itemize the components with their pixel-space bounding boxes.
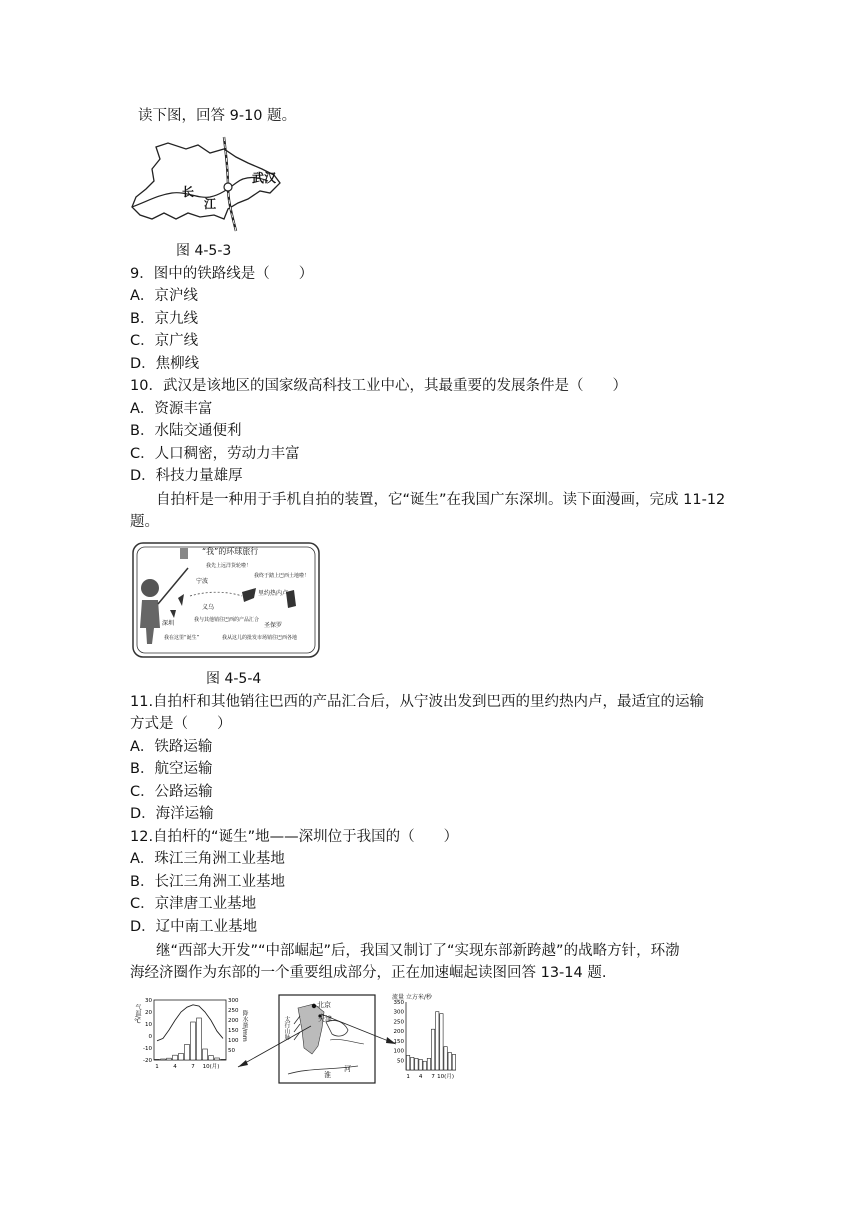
q9-option-c: C．京广线	[130, 333, 199, 349]
climate-right-tick: 100	[228, 1038, 239, 1044]
flow-bar	[406, 1055, 409, 1070]
flow-bar	[411, 1057, 414, 1070]
flow-y-tick: 150	[393, 1038, 404, 1045]
q11-stem-line1: 11.自拍杆和其他销往巴西的产品汇合后，从宁波出发到巴西的里约热内卢，最适宜的运输	[130, 694, 705, 710]
q11-option-d: D．海洋运输	[130, 806, 214, 822]
flow-y-tick: 250	[393, 1019, 404, 1026]
climate-ylabel-left: 气温/℃	[134, 1004, 141, 1026]
q10-stem: 10．武汉是该地区的国家级高科技工业中心，其最重要的发展条件是（ ）	[130, 378, 627, 394]
comic-note-3: 我从这儿的批发市场销往巴西各地	[222, 635, 298, 641]
climate-left-tick: -20	[143, 1058, 152, 1064]
q12-stem: 12.自拍杆的“诞生”地——深圳位于我国的（ ）	[130, 829, 459, 845]
flow-bar	[448, 1053, 451, 1070]
comic-shenzhen: 深圳	[162, 620, 175, 627]
flow-x-tick: 7	[431, 1074, 435, 1080]
comic-ningbo: 宁波	[196, 578, 209, 585]
comic-bubble-2: 我终于踏上巴西土地啦！	[254, 573, 310, 579]
flow-bar	[440, 1014, 443, 1070]
flow-y-tick: 350	[393, 1000, 404, 1006]
flow-bar	[419, 1059, 422, 1070]
flow-bar	[436, 1012, 439, 1070]
intro-q13-line2: 海经济圈作为东部的一个重要组成部分，正在加速崛起读图回答 13-14 题.	[130, 965, 607, 981]
climate-right-tick: 250	[228, 1008, 239, 1014]
q11-option-b: B．航空运输	[130, 761, 213, 777]
precip-bar	[155, 1059, 160, 1060]
flow-bar	[415, 1058, 418, 1070]
q12-option-c: C．京津唐工业基地	[130, 896, 257, 912]
precip-bar	[191, 1022, 196, 1060]
flow-chart	[386, 990, 464, 1082]
flow-bar	[444, 1047, 447, 1070]
q11-option-a: A．铁路运输	[130, 739, 213, 755]
map-taihang: 太行山脉	[283, 1016, 290, 1040]
map-label-wuhan: 武汉	[252, 171, 277, 185]
precip-bar	[161, 1059, 166, 1060]
q12-option-a: A．珠江三角洲工业基地	[130, 851, 285, 867]
intro-q11-line2: 题。	[130, 514, 159, 530]
map-beijing: 北京	[317, 1001, 331, 1009]
flow-y-tick: 100	[393, 1048, 404, 1055]
comic-rio: 里约热内卢	[258, 590, 289, 597]
intro-q13-line1: 继“西部大开发”“中部崛起”后，我国又制订了“实现东部新跨越”的战略方针，环渤	[156, 943, 680, 959]
flow-bar	[431, 1029, 434, 1070]
q12-option-d: D．辽中南工业基地	[130, 919, 258, 935]
climate-right-tick: 200	[228, 1018, 239, 1024]
figure-caption-4-5-3: 图 4-5-3	[176, 243, 232, 259]
climate-x-tick: 4	[173, 1064, 177, 1070]
flow-bar	[423, 1061, 426, 1070]
precip-bar	[203, 1049, 208, 1060]
precip-bar	[179, 1053, 184, 1060]
map-huai: 淮	[324, 1071, 331, 1079]
comic-saopaulo: 圣保罗	[264, 622, 283, 629]
q9-option-d: D．焦柳线	[130, 356, 200, 372]
q12-option-b: B．长江三角洲工业基地	[130, 874, 285, 890]
map-tianjin: 天津	[318, 1015, 332, 1023]
precip-bar	[173, 1055, 178, 1060]
flow-y-tick: 200	[393, 1029, 404, 1036]
flow-x-tick: 1	[406, 1074, 410, 1080]
climate-right-tick: 150	[228, 1028, 239, 1034]
comic-note-2: 我在这里“诞生”	[164, 635, 200, 641]
climate-x-tick: 7	[191, 1064, 195, 1070]
map-label-jiang: 江	[204, 197, 217, 211]
flow-y-tick: 50	[397, 1058, 404, 1065]
q11-stem-line2: 方式是（ ）	[130, 716, 232, 732]
climate-frame	[154, 1000, 226, 1060]
map-label-chang: 长	[182, 185, 195, 199]
flow-bar	[452, 1054, 455, 1070]
flow-x-tick: 10(月)	[437, 1074, 454, 1080]
precip-bar	[215, 1058, 220, 1060]
climate-left-tick: 30	[145, 998, 152, 1004]
q10-option-d: D．科技力量雄厚	[130, 468, 243, 484]
selfie-stick-comic	[130, 540, 322, 660]
q9-option-a: A．京沪线	[130, 288, 198, 304]
q9-stem: 9．图中的铁路线是（ ）	[130, 266, 314, 282]
flow-y-tick: 300	[393, 1009, 404, 1016]
comic-bubble-1: 我先上远洋货轮啦！	[206, 563, 252, 569]
comic-title: “我”的环球旅行	[202, 547, 259, 556]
precip-bar	[209, 1056, 214, 1060]
map-he: 河	[344, 1065, 351, 1073]
climate-left-tick: 0	[148, 1034, 152, 1040]
climate-left-tick: 20	[145, 1010, 152, 1016]
flow-ylabel: 流量 立方米/秒	[392, 994, 432, 1001]
climate-ylabel-right: 降水量/mm	[241, 1010, 248, 1042]
temperature-line	[157, 1005, 223, 1041]
precip-bar	[221, 1059, 226, 1060]
climate-left-tick: 10	[145, 1022, 152, 1028]
comic-yiwu: 义乌	[202, 604, 215, 611]
precip-bar	[167, 1058, 172, 1060]
flow-bar	[427, 1058, 430, 1070]
q10-option-b: B．水陆交通便利	[130, 423, 242, 439]
climate-x-tick: 1	[155, 1064, 159, 1070]
precip-bar	[185, 1044, 190, 1060]
precip-bar	[197, 1018, 202, 1060]
q11-option-c: C．公路运输	[130, 784, 213, 800]
flow-x-tick: 4	[418, 1074, 423, 1080]
climate-right-tick: 300	[228, 998, 239, 1004]
q10-option-a: A．资源丰富	[130, 401, 213, 417]
intro-q9: 读下图，回答 9-10 题。	[138, 108, 297, 124]
climate-right-tick: 50	[228, 1048, 235, 1054]
q9-option-b: B．京九线	[130, 311, 198, 327]
figure-caption-4-5-4: 图 4-5-4	[206, 671, 262, 687]
q10-option-c: C．人口稠密，劳动力丰富	[130, 446, 300, 462]
comic-note-1: 我与其他销往巴西的产品汇合	[194, 617, 260, 623]
intro-q11-line1: 自拍杆是一种用于手机自拍的装置，它“诞生”在我国广东深圳。读下面漫画，完成 11-12	[156, 492, 726, 508]
climate-left-tick: -10	[143, 1046, 152, 1052]
climate-x-tick: 10(月)	[202, 1064, 220, 1070]
